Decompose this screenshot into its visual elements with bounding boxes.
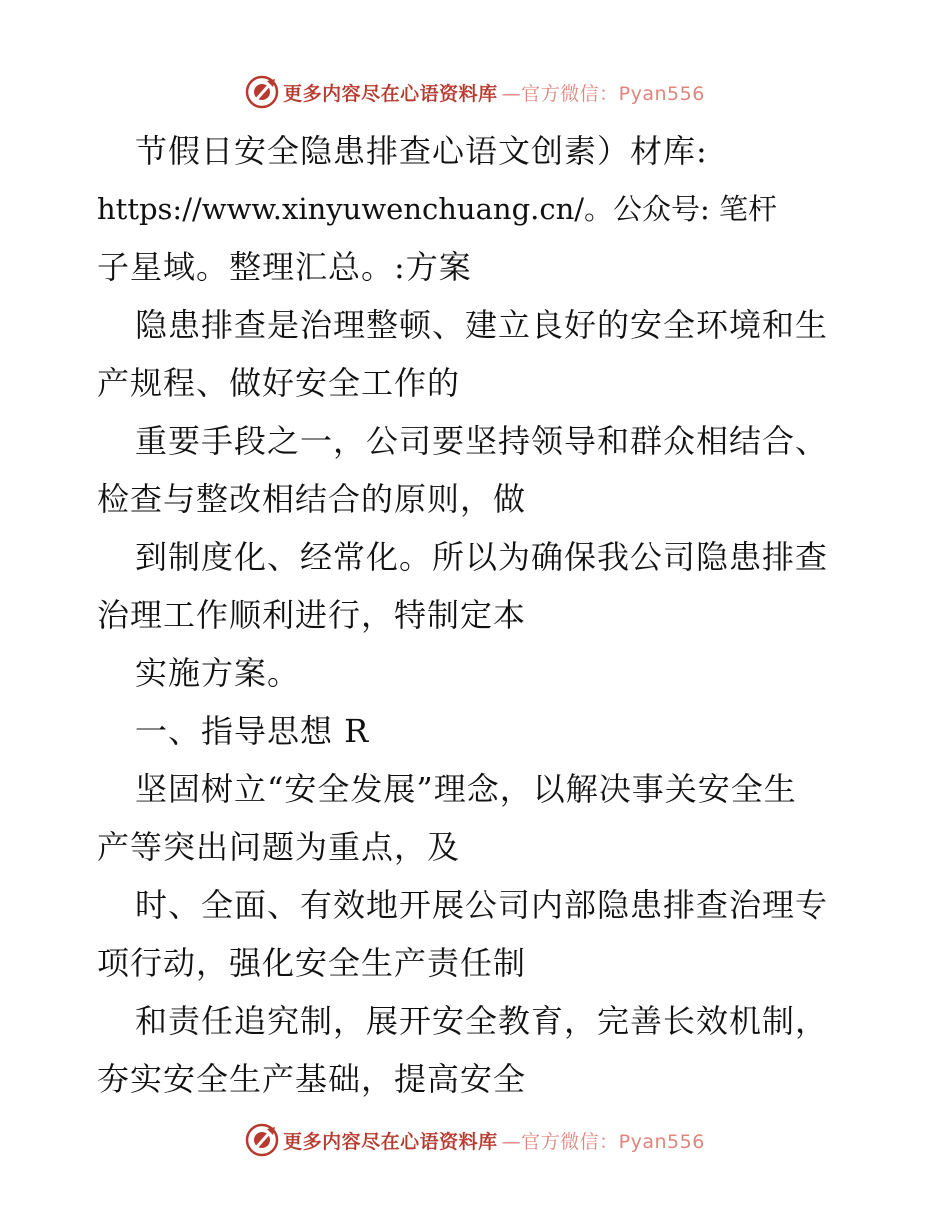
text-line: 和责任追究制，展开安全教育，完善长效机制， <box>135 1002 829 1040</box>
document-body <box>97 122 857 1108</box>
brand-logo-icon <box>245 75 279 109</box>
section-heading: 一、指导思想 R <box>135 712 370 750</box>
text-line: 夯实安全生产基础，提高安全 <box>97 1060 527 1098</box>
text-line: 重要手段之一，公司要坚持领导和群众相结合、 <box>135 422 829 460</box>
text-line: 隐患排查是治理整顿、建立良好的安全环境和生 <box>135 306 829 344</box>
text-line: 产规程、做好安全工作的 <box>97 364 461 402</box>
text-line: 治理工作顺利进行，特制定本 <box>97 596 527 634</box>
text-line: https://www.xinyuwenchuang.cn/。公众号: 笔杆 <box>97 192 778 226</box>
text-line: 坚固树立“安全发展”理念，以解决事关安全生 <box>135 770 797 808</box>
text-line: 实施方案。 <box>135 654 301 692</box>
brand-logo-icon <box>245 1123 279 1157</box>
footer-banner <box>0 1120 950 1160</box>
banner-contact-text: —官方微信：Pyan556 <box>501 82 705 105</box>
banner-main-text: 更多内容尽在心语资料库 <box>283 82 498 105</box>
text-line: 项行动，强化安全生产责任制 <box>97 944 527 982</box>
banner-main-text: 更多内容尽在心语资料库 <box>283 1130 498 1153</box>
banner-contact-text: —官方微信：Pyan556 <box>501 1130 705 1153</box>
text-line: 检查与整改相结合的原则，做 <box>97 480 527 518</box>
text-line: 时、全面、有效地开展公司内部隐患排查治理专 <box>135 886 829 924</box>
text-line: 产等突出问题为重点，及 <box>97 828 461 866</box>
header-banner <box>0 72 950 112</box>
text-line: 到制度化、经常化。所以为确保我公司隐患排查 <box>135 538 829 576</box>
text-line: 子星域。整理汇总。:方案 <box>97 248 472 286</box>
text-line: 节假日安全隐患排查心语文创素）材库: <box>135 132 708 170</box>
